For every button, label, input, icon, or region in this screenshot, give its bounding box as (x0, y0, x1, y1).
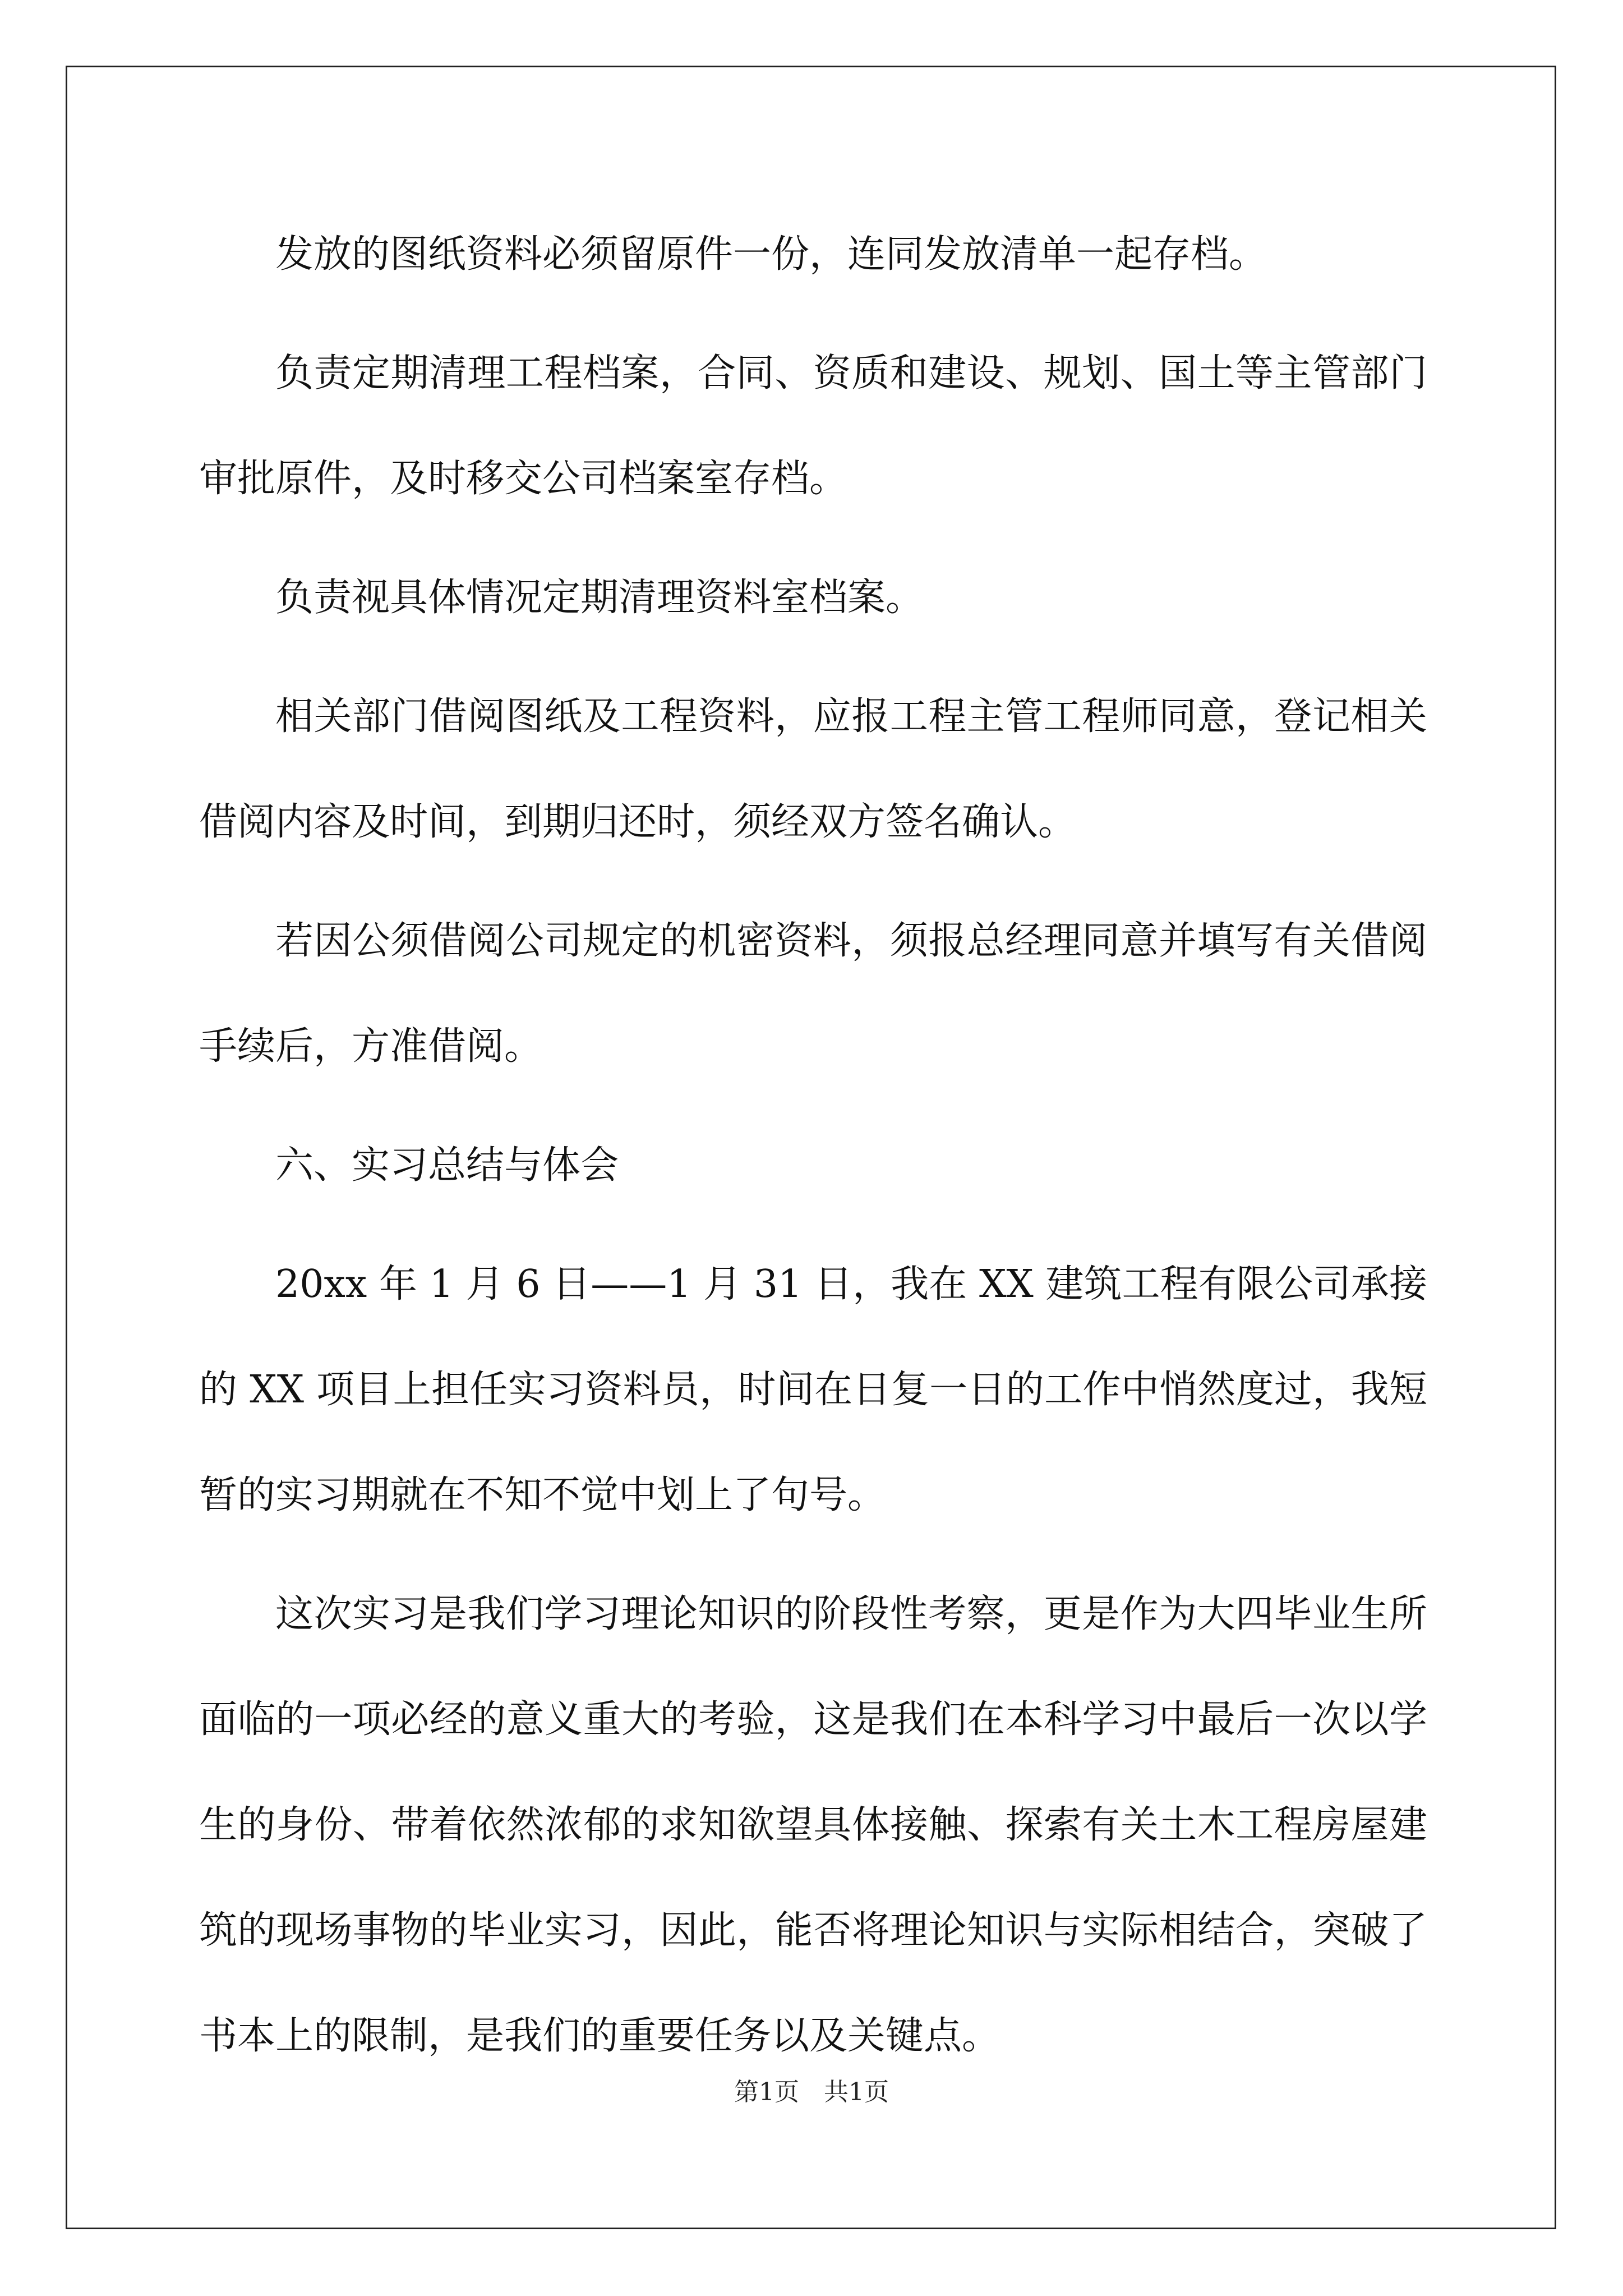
paragraph-5: 若因公须借阅公司规定的机密资料，须报总经理同意并填写有关借阅手续后，方准借阅。 (199, 919, 1427, 1069)
paragraph-7: 这次实习是我们学习理论知识的阶段性考察，更是作为大四毕业生所面临的一项必经的意义重大的考验，这是我们在本科学习中最后一次以学生的身份、带着依然浓郁的求知欲望具体接触、探索有关土木工程房屋建筑的现场事物的毕业实习，因此，能否将理论知识与实际相结合，突破了书本上的限制，是我们的重要任务以及关键点。 (199, 1592, 1427, 2058)
page-footer: 第1页 共1页 (734, 2078, 889, 2106)
paragraph-1: 发放的图纸资料必须留原件一份，连同发放清单一起存档。 (275, 232, 1267, 277)
paragraph-6: 20xx 年 1 月 6 日——1 月 31 日，我在 XX 建筑工程有限公司承接的 XX 项目上担任实习资料员，时间在日复一日的工作中悄然度过，我短暂的实习期就在不知不觉中划上了句号。 (199, 1262, 1427, 1517)
paragraph-3: 负责视具体情况定期清理资料室档案。 (275, 576, 924, 620)
paragraph-4: 相关部门借阅图纸及工程资料，应报工程主管工程师同意，登记相关借阅内容及时间，到期归还时，须经双方签名确认。 (199, 694, 1427, 844)
section-heading: 六、实习总结与体会 (275, 1143, 619, 1188)
paragraph-2: 负责定期清理工程档案，合同、资质和建设、规划、国土等主管部门审批原件，及时移交公司档案室存档。 (199, 351, 1427, 501)
document-body (199, 202, 1427, 2102)
